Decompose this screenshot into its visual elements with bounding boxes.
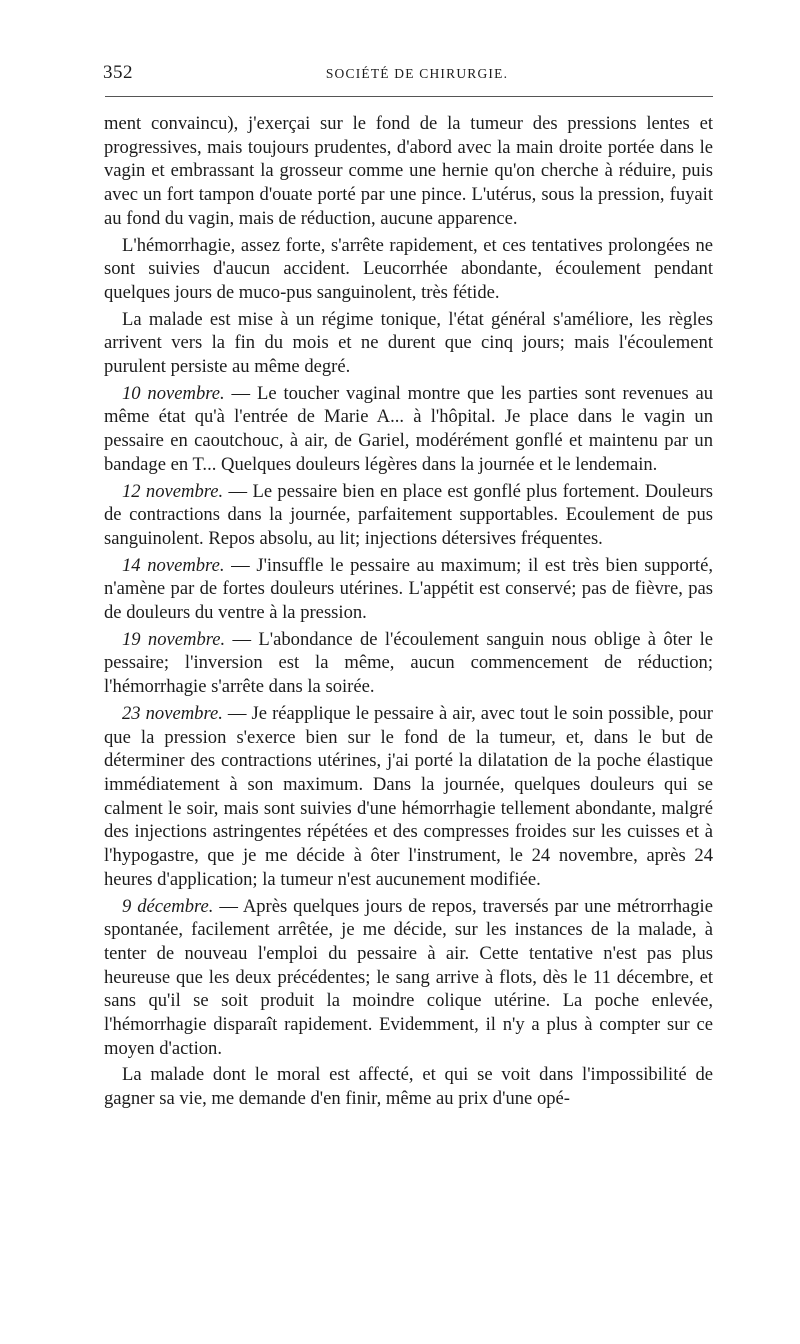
entry-10-novembre [104,382,713,477]
entry-23-novembre [104,702,713,892]
paragraph-3 [104,308,713,379]
entry-text: — Le toucher vaginal montre que les parties sont revenues au même état qu'à l'entrée de Marie A... à l'hôpital. Je place dans le vagin un pessaire en caoutchouc, à air, de Gariel, modérément gonflé et maintenu par un bandage en T... Quelques douleurs légères dans la journée et le lendemain. [104,382,713,475]
entry-12-novembre [104,480,713,551]
entry-date: 9 décembre. [122,895,214,917]
paragraph-1-text: ment convaincu), j'exerçai sur le fond de la tumeur des pressions lentes et progressives, mais toujours prudentes, d'abord avec la main droite portée dans le vagin et embrassant la grosseur comme une hernie qu'on cherche à réduire, puis avec un fort tampon d'ouate porté par une pince. L'utérus, sous la pression, fuyait au fond du vagin, mais de réduction, aucune apparence. [104,113,713,229]
entry-date: 12 novembre. [122,480,224,502]
entry-date: 23 novembre. [122,702,223,724]
body-text [104,112,713,1111]
paragraph-2-text: L'hémorrhagie, assez forte, s'arrête rapidement, et ces tentatives prolongées ne sont suivies d'aucun accident. Leucorrhée abondante, écoulement pendant quelques jours de muco-pus sanguinolent, très fétide. [104,234,713,303]
entry-text: — Je réapplique le pessaire à air, avec tout le soin possible, pour que la pression s'exerce bien sur le fond de la tumeur, et, dans le but de déterminer des contractions utérines, j'ai porté la dilatation de la poche élastique immédiatement à son maximum. Dans la journée, quelques douleurs qui se calment le soir, mais sont suivies d'une hémorrhagie tellement abondante, malgré des injections astringentes répétées et des compresses froides sur les cuisses et à l'hypogastre, que je me décide à ôter l'instrument, le 24 novembre, après 24 heures d'application; la tumeur n'est aucunement modifiée. [104,702,713,890]
entry-text: — J'insuffle le pessaire au maximum; il est très bien supporté, n'amène par de fortes douleurs utérines. L'appétit est conservé; pas de fièvre, pas de douleurs du ventre à la pression. [104,554,713,624]
entry-date: 10 novembre. [122,382,225,404]
paragraph-final-text: La malade dont le moral est affecté, et qui se voit dans l'impossibilité de gagner sa vie, me demande d'en finir, même au prix d'une opé- [104,1064,713,1110]
entry-19-novembre [104,628,713,699]
entry-text: — Le pessaire bien en place est gonflé plus fortement. Douleurs de contractions dans la journée, parfaitement supportables. Ecoulement de pus sanguinolent. Repos absolu, au lit; injections détersives fréquentes. [104,480,713,549]
entry-text: — Après quelques jours de repos, traversés par une métrorrhagie spontanée, facilement arrêtée, je me décide, sur les instances de la malade, à tenter de nouveau l'emploi du pessaire à air. Cette tentative n'est pas plus heureuse que les deux précédentes; le sang arrive à flots, dès le 11 décembre, et sans qu'il se soit produit la moindre colique utérine. La poche enlevée, l'hémorrhagie disparaît rapidement. Evidemment, il n'y a plus à compter sur ce moyen d'action. [104,895,713,1059]
page-number: 352 [103,62,133,83]
entry-text: — L'abondance de l'écoulement sanguin nous oblige à ôter le pessaire; l'inversion est la même, aucun commencement de réduction; l'hémorrhagie s'arrête dans la soirée. [104,628,713,698]
paragraph-2 [104,234,713,305]
running-title: SOCIÉTÉ DE CHIRURGIE. [325,66,509,81]
entry-9-decembre [104,895,713,1061]
page-header [103,60,713,88]
paragraph-1 [104,112,713,231]
entry-date: 14 novembre. [122,554,225,576]
entry-14-novembre [104,554,713,625]
paragraph-3-text: La malade est mise à un régime tonique, l'état général s'améliore, les règles arrivent vers la fin du mois et ne durent que cinq jours; mais l'écoulement purulent persiste au même degré. [104,308,713,378]
paragraph-final [104,1063,713,1110]
header-rule [105,96,713,97]
entry-date: 19 novembre. [122,628,226,650]
